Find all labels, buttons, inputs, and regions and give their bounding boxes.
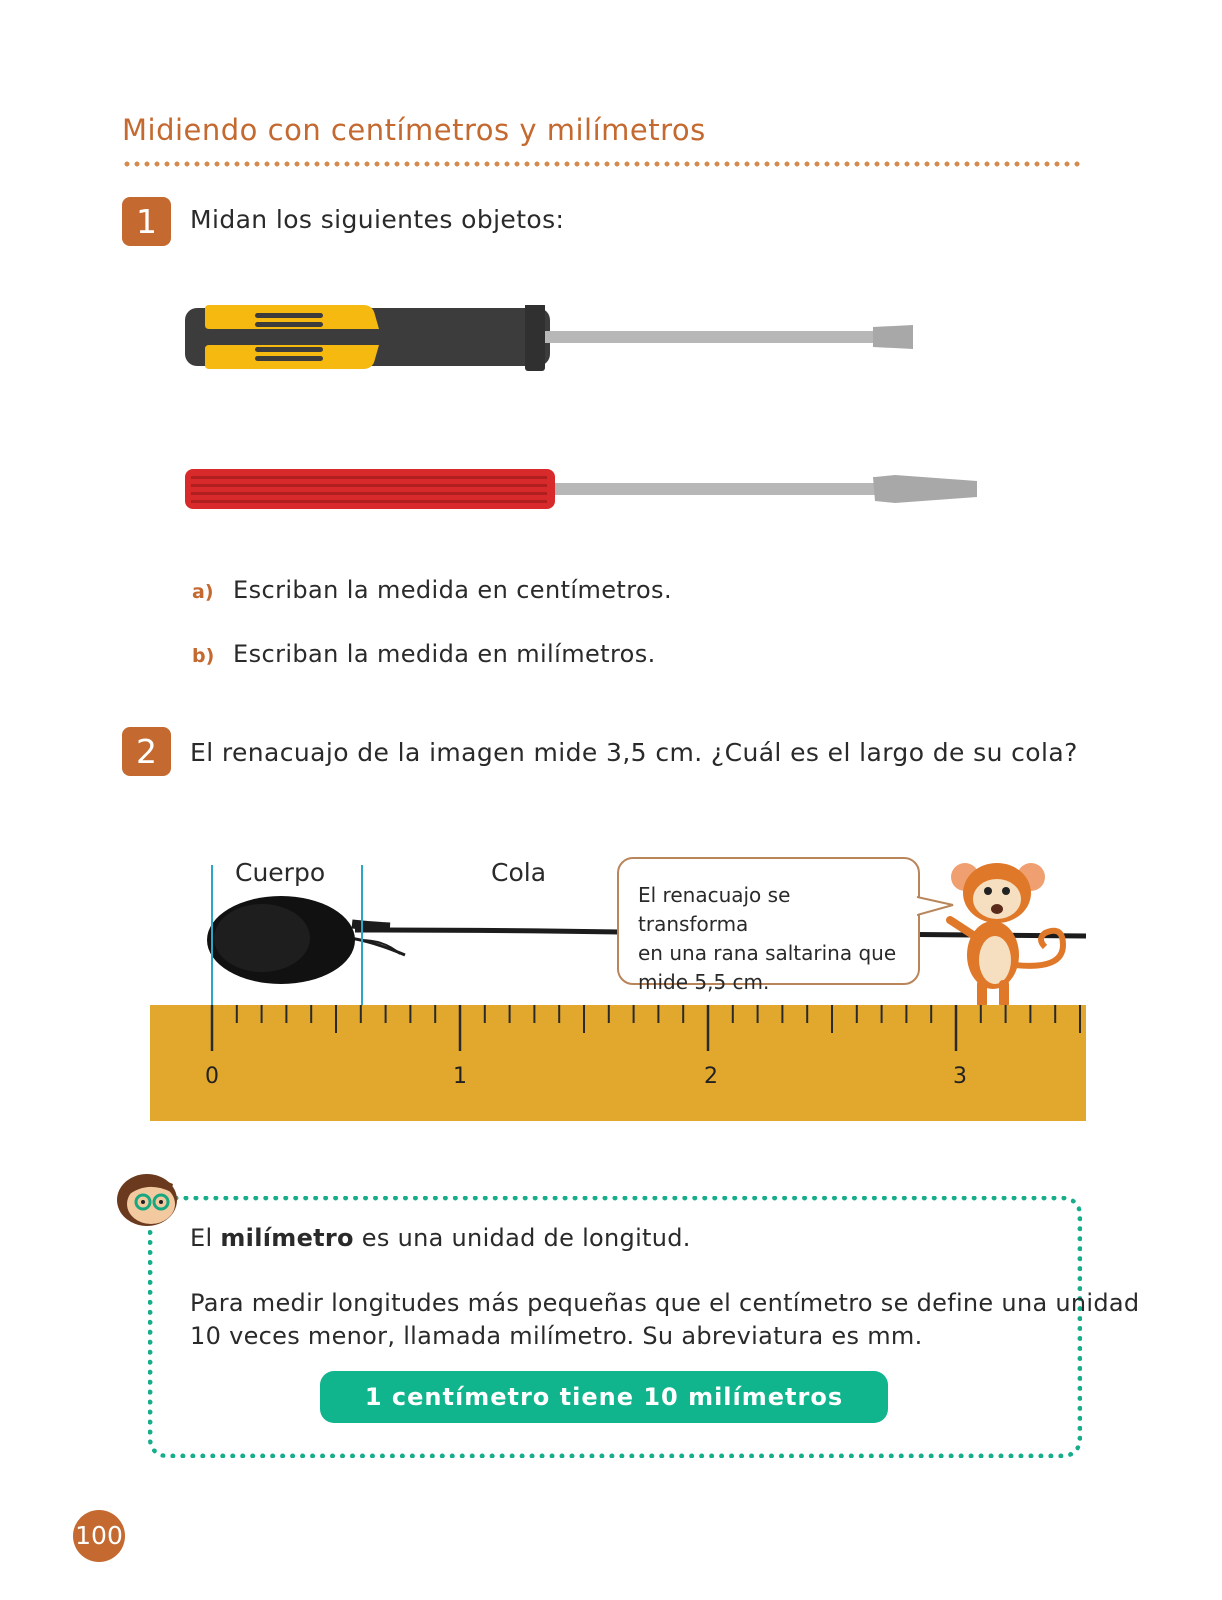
subquestion-a-letter: a) xyxy=(192,581,214,603)
subquestion-b-letter: b) xyxy=(192,645,215,667)
ruler-number-1: 1 xyxy=(453,1064,467,1089)
ruler-number-3: 3 xyxy=(953,1064,967,1089)
info-term-milimetro: milímetro xyxy=(220,1224,354,1252)
info-line-2: Para medir longitudes más pequeñas que el centímetro se define una unidad xyxy=(190,1289,1140,1317)
info-line1-post: es una unidad de longitud. xyxy=(353,1224,691,1252)
girl-avatar-icon xyxy=(113,1170,183,1230)
info-definition xyxy=(190,1222,691,1255)
info-line-3: 10 veces menor, llamada milímetro. Su abreviatura es mm. xyxy=(190,1322,923,1350)
bubble-line: mide 5,5 cm. xyxy=(638,970,770,994)
question-number-badge: 2 xyxy=(122,727,171,776)
info-line1-pre: El xyxy=(190,1224,221,1252)
section-title: Midiendo con centímetros y milímetros xyxy=(122,113,706,147)
yellow-screwdriver-image xyxy=(185,305,945,375)
ruler-number-2: 2 xyxy=(704,1064,718,1089)
bubble-line: en una rana saltarina que xyxy=(638,941,897,965)
speech-bubble xyxy=(617,857,920,994)
bubble-line: El renacuajo se transforma xyxy=(638,883,791,936)
highlight-pill: 1 centímetro tiene 10 milímetros xyxy=(320,1371,888,1423)
red-screwdriver-image xyxy=(185,465,985,515)
ruler-number-0: 0 xyxy=(205,1064,219,1089)
question-2-prompt: El renacuajo de la imagen mide 3,5 cm. ¿Cuál es el largo de su cola? xyxy=(190,738,1078,767)
label-cola: Cola xyxy=(491,858,547,887)
subquestion-a-text: Escriban la medida en centímetros. xyxy=(233,576,672,604)
page-number: 100 xyxy=(73,1510,125,1562)
label-cuerpo: Cuerpo xyxy=(235,858,326,887)
dotted-divider xyxy=(122,161,1084,167)
question-number-badge: 1 xyxy=(122,197,171,246)
monkey-character-icon xyxy=(945,855,1075,1010)
ruler-ticks xyxy=(150,1005,1086,1121)
question-1-prompt: Midan los siguientes objetos: xyxy=(190,205,565,234)
subquestion-b-text: Escriban la medida en milímetros. xyxy=(233,640,656,668)
